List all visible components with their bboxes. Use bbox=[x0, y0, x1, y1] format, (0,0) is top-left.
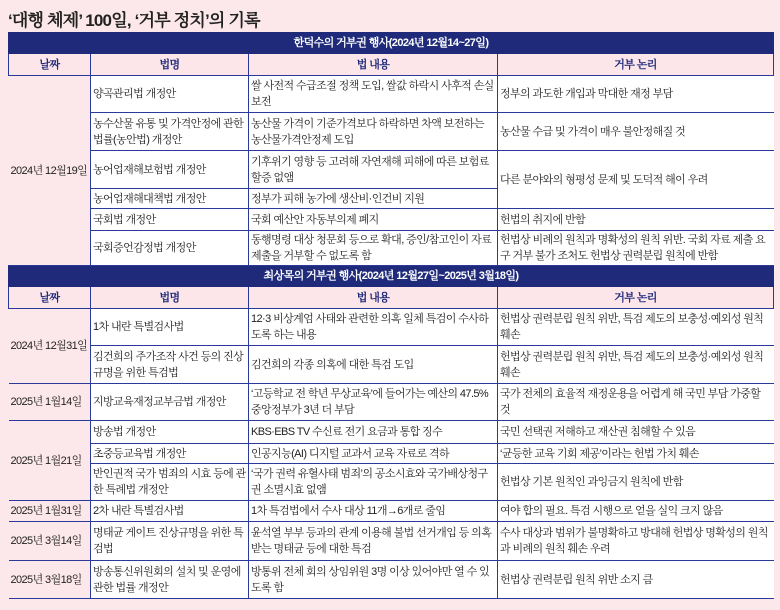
table-row bbox=[9, 346, 774, 384]
bill-content-cell: 윤석열 부부 등과의 관계 이용해 불법 선거개입 등 의혹 받는 명태균 등에 대한 특검 bbox=[249, 522, 498, 561]
table-row bbox=[9, 464, 774, 501]
date-cell: 2025년 3월14일 bbox=[9, 522, 91, 561]
table-row bbox=[9, 384, 774, 421]
veto-reason-cell: 헌법상 권력분립 원칙 위반 소지 큼 bbox=[498, 561, 774, 599]
veto-reason-cell: 헌법의 취지에 반함 bbox=[498, 209, 774, 231]
date-cell: 2024년 12월31일 bbox=[9, 309, 91, 384]
veto-reason-cell: 헌법상 비례의 원칙과 명확성의 원칙 위반. 국회 자료 제출 요구 거부 불가 조처도 헌법상 권력분립 원칙에 반함 bbox=[498, 231, 774, 266]
veto-reason-cell: 헌법상 권력분립 원칙 위반, 특검 제도의 보충성·예외성 원칙 훼손 bbox=[498, 346, 774, 384]
veto-reason-cell: 정부의 과도한 개입과 막대한 재정 부담 bbox=[498, 76, 774, 113]
table-row bbox=[9, 113, 774, 151]
bill-name-cell: 양곡관리법 개정안 bbox=[91, 76, 249, 113]
bill-name-cell: 지방교육재정교부금법 개정안 bbox=[91, 384, 249, 421]
table-row bbox=[9, 444, 774, 464]
bill-name-cell: 반인권적 국가 범죄의 시효 등에 관한 특례법 개정안 bbox=[91, 464, 249, 501]
table-row bbox=[9, 501, 774, 522]
table-row bbox=[9, 421, 774, 444]
section-heading: 최상목의 거부권 행사(2024년 12월27일~2025년 3월18일) bbox=[9, 266, 774, 287]
table-row bbox=[9, 231, 774, 266]
column-header-row bbox=[9, 287, 774, 309]
table-row bbox=[9, 151, 774, 189]
bill-content-cell: 동행명령 대상 청문회 등으로 확대, 증인/참고인이 자료 제출을 거부할 수 없도록 함 bbox=[249, 231, 498, 266]
bill-name-cell: 농어업재해보험법 개정안 bbox=[91, 151, 249, 189]
veto-reason-cell: 헌법상 권력분립 원칙 위반, 특검 제도의 보충성·예외성 원칙 훼손 bbox=[498, 309, 774, 346]
bill-name-cell: 2차 내란 특별검사법 bbox=[91, 501, 249, 522]
bill-name-cell: 명태균 게이트 진상규명을 위한 특검법 bbox=[91, 522, 249, 561]
column-header-date: 날짜 bbox=[9, 54, 91, 76]
bill-content-cell: 기후위기 영향 등 고려해 자연재해 피해에 따른 보험료 할증 없앰 bbox=[249, 151, 498, 189]
bill-content-cell: 쌀 사전적 수급조절 정책 도입, 쌀값 하락시 사후적 손실보전 bbox=[249, 76, 498, 113]
bill-content-cell: 방통위 전체 회의 상임위원 3명 이상 있어야만 열 수 있도록 함 bbox=[249, 561, 498, 599]
table-row bbox=[9, 209, 774, 231]
column-header-date: 날짜 bbox=[9, 287, 91, 309]
veto-reason-cell: 국민 선택권 저해하고 재산권 침해할 수 있음 bbox=[498, 421, 774, 444]
date-cell: 2025년 1월31일 bbox=[9, 501, 91, 522]
bill-name-cell: 1차 내란 특별검사법 bbox=[91, 309, 249, 346]
bill-name-cell: 김건희의 주가조작 사건 등의 진상규명을 위한 특검법 bbox=[91, 346, 249, 384]
bill-content-cell: 김건희의 각종 의혹에 대한 특검 도입 bbox=[249, 346, 498, 384]
date-cell: 2025년 1월14일 bbox=[9, 384, 91, 421]
column-header-bill-content: 법 내용 bbox=[249, 287, 498, 309]
table-row bbox=[9, 309, 774, 346]
table-row bbox=[9, 561, 774, 599]
bill-content-cell: 국회 예산안 자동부의제 폐지 bbox=[249, 209, 498, 231]
column-header-veto-reason: 거부 논리 bbox=[498, 54, 774, 76]
section-heading-row bbox=[9, 33, 774, 54]
bill-name-cell: 농어업재해대책법 개정안 bbox=[91, 189, 249, 209]
table-row bbox=[9, 522, 774, 561]
column-header-bill-name: 법명 bbox=[91, 54, 249, 76]
bill-content-cell: ‘국가 권력 유혈사태 범죄’의 공소시효와 국가배상청구권 소멸시효 없앰 bbox=[249, 464, 498, 501]
veto-reason-cell: ‘균등한 교육 기회 제공’이라는 헌법 가치 훼손 bbox=[498, 444, 774, 464]
veto-reason-cell: 수사 대상과 범위가 불명확하고 방대해 헌법상 명확성의 원칙과 비례의 원칙 훼손 우려 bbox=[498, 522, 774, 561]
bill-content-cell: 정부가 피해 농가에 생산비·인건비 지원 bbox=[249, 189, 498, 209]
bill-content-cell: ‘고등학교 전 학년 무상교육’에 들어가는 예산의 47.5% 중앙정부가 3년 더 부담 bbox=[249, 384, 498, 421]
bill-name-cell: 농수산물 유통 및 가격안정에 관한 법률(농안법) 개정안 bbox=[91, 113, 249, 151]
bill-content-cell: 1차 특검법에서 수사 대상 11개→6개로 줄임 bbox=[249, 501, 498, 522]
veto-reason-cell: 여야 합의 필요. 특검 시행으로 얻을 실익 크지 않음 bbox=[498, 501, 774, 522]
veto-reason-cell: 국가 전체의 효율적 재정운용을 어렵게 해 국민 부담 가중할 것 bbox=[498, 384, 774, 421]
veto-reason-cell: 헌법상 기본 원칙인 과잉금지 원칙에 반함 bbox=[498, 464, 774, 501]
veto-record-table bbox=[8, 32, 774, 599]
bill-content-cell: 인공지능(AI) 디지털 교과서 교육 자료로 격하 bbox=[249, 444, 498, 464]
column-header-veto-reason: 거부 논리 bbox=[498, 287, 774, 309]
veto-reason-cell: 다른 분야와의 형평성 문제 및 도덕적 해이 우려 bbox=[498, 151, 774, 209]
bill-name-cell: 국회법 개정안 bbox=[91, 209, 249, 231]
column-header-bill-name: 법명 bbox=[91, 287, 249, 309]
bill-name-cell: 초중등교육법 개정안 bbox=[91, 444, 249, 464]
veto-reason-cell: 농산물 수급 및 가격이 매우 불안정해질 것 bbox=[498, 113, 774, 151]
bill-content-cell: 농산물 가격이 기준가격보다 하락하면 차액 보전하는 농산물가격안정제 도입 bbox=[249, 113, 498, 151]
bill-content-cell: KBS·EBS TV 수신료 전기 요금과 통합 징수 bbox=[249, 421, 498, 444]
column-header-row bbox=[9, 54, 774, 76]
date-cell: 2025년 3월18일 bbox=[9, 561, 91, 599]
date-cell: 2024년 12월19일 bbox=[9, 76, 91, 266]
bill-name-cell: 방송법 개정안 bbox=[91, 421, 249, 444]
table-row bbox=[9, 76, 774, 113]
section-heading: 한덕수의 거부권 행사(2024년 12월14~27일) bbox=[9, 33, 774, 54]
bill-content-cell: 12·3 비상계엄 사태와 관련한 의혹 일체 특검이 수사하도록 하는 내용 bbox=[249, 309, 498, 346]
bill-name-cell: 방송통신위원회의 설치 및 운영에 관한 법률 개정안 bbox=[91, 561, 249, 599]
section-heading-row bbox=[9, 266, 774, 287]
date-cell: 2025년 1월21일 bbox=[9, 421, 91, 501]
page-title: ‘대행 체제’ 100일, ‘거부 정치’의 기록 bbox=[8, 11, 260, 30]
bill-name-cell: 국회증언감정법 개정안 bbox=[91, 231, 249, 266]
column-header-bill-content: 법 내용 bbox=[249, 54, 498, 76]
